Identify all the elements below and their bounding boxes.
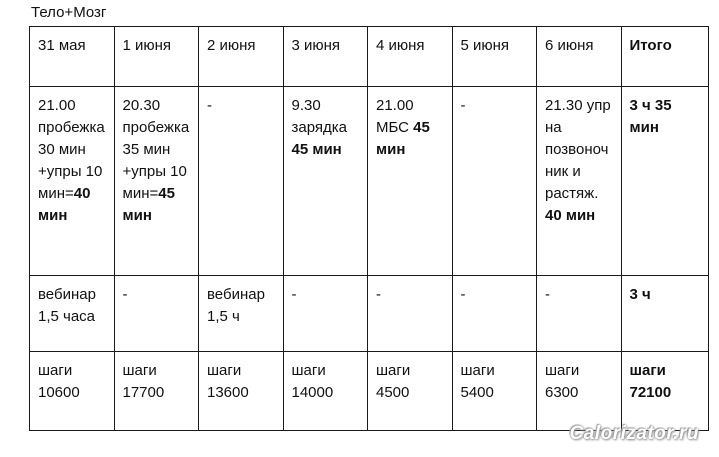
header-cell-june-6: 6 июня bbox=[537, 27, 622, 87]
activity-table bbox=[29, 26, 709, 431]
cell-text: вебинар 1,5 часа bbox=[38, 286, 96, 325]
cell-text: шаги 4500 bbox=[376, 362, 411, 401]
cell-text: 21.00 МБС bbox=[376, 97, 414, 136]
table-cell-total bbox=[621, 276, 709, 352]
table-cell bbox=[537, 87, 622, 276]
table-cell bbox=[537, 276, 622, 352]
cell-total-bold: 45 мин bbox=[376, 119, 430, 158]
cell-text: 21.30 упр на позвоночник и растяж. bbox=[545, 97, 611, 202]
table-row-steps bbox=[30, 352, 709, 431]
cell-total-bold: 45 мин bbox=[291, 141, 342, 158]
table-cell-total bbox=[621, 87, 709, 276]
table-cell-total bbox=[621, 352, 709, 431]
table-cell bbox=[368, 276, 453, 352]
cell-text: 20.30 пробежка 35 мин +упры 10 мин= bbox=[122, 97, 190, 202]
table-cell bbox=[452, 87, 537, 276]
header-cell-total: Итого bbox=[621, 27, 709, 87]
table-row-exercise bbox=[30, 87, 709, 276]
table-cell bbox=[199, 276, 284, 352]
watermark: Calorizator.ru bbox=[569, 423, 699, 444]
cell-text: - bbox=[376, 286, 381, 303]
table-cell bbox=[283, 352, 368, 431]
header-cell-june-5: 5 июня bbox=[452, 27, 537, 87]
header-cell-may-31: 31 мая bbox=[30, 27, 115, 87]
table-cell bbox=[30, 87, 115, 276]
table-cell bbox=[537, 352, 622, 431]
table-cell bbox=[199, 87, 284, 276]
cell-total-bold: 40 мин bbox=[38, 185, 91, 224]
header-cell-june-1: 1 июня bbox=[114, 27, 199, 87]
table-cell bbox=[114, 352, 199, 431]
table-cell bbox=[114, 276, 199, 352]
cell-text: - bbox=[460, 286, 466, 303]
cell-text: - bbox=[207, 97, 212, 114]
cell-text: - bbox=[545, 286, 550, 303]
table-cell bbox=[283, 276, 368, 352]
cell-text: шаги 13600 bbox=[207, 362, 249, 401]
table-cell bbox=[30, 276, 115, 352]
table-cell bbox=[283, 87, 368, 276]
table-row-learning bbox=[30, 276, 709, 352]
cell-text: шаги 10600 bbox=[38, 362, 80, 401]
cell-text: шаги 14000 bbox=[291, 362, 334, 401]
header-row bbox=[30, 27, 709, 87]
table-cell bbox=[368, 352, 453, 431]
table-cell bbox=[199, 352, 284, 431]
cell-text: вебинар 1,5 ч bbox=[207, 286, 265, 325]
header-cell-june-4: 4 июня bbox=[368, 27, 453, 87]
cell-total-bold: шаги 72100 bbox=[629, 362, 672, 401]
table-cell bbox=[30, 352, 115, 431]
cell-text: шаги 5400 bbox=[460, 362, 495, 401]
cell-text: 21.00 пробежка 30 мин +упры 10 мин= bbox=[38, 97, 105, 202]
cell-total-bold: 40 мин bbox=[545, 207, 596, 224]
page-title: Тело+Мозг bbox=[31, 4, 107, 21]
cell-total-bold: 3 ч bbox=[629, 286, 651, 303]
cell-text: - bbox=[291, 286, 297, 303]
header-cell-june-2: 2 июня bbox=[199, 27, 284, 87]
cell-text: - bbox=[122, 286, 128, 303]
cell-text: 9.30 зарядка bbox=[291, 97, 348, 136]
cell-text: - bbox=[460, 97, 466, 114]
table-cell bbox=[452, 276, 537, 352]
cell-total-bold: 45 мин bbox=[122, 185, 175, 224]
header-cell-june-3: 3 июня bbox=[283, 27, 368, 87]
table-cell bbox=[114, 87, 199, 276]
cell-total-bold: 3 ч 35 мин bbox=[629, 97, 672, 136]
cell-text: шаги 6300 bbox=[545, 362, 580, 401]
table-cell bbox=[452, 352, 537, 431]
table-cell bbox=[368, 87, 453, 276]
cell-text: шаги 17700 bbox=[122, 362, 165, 401]
